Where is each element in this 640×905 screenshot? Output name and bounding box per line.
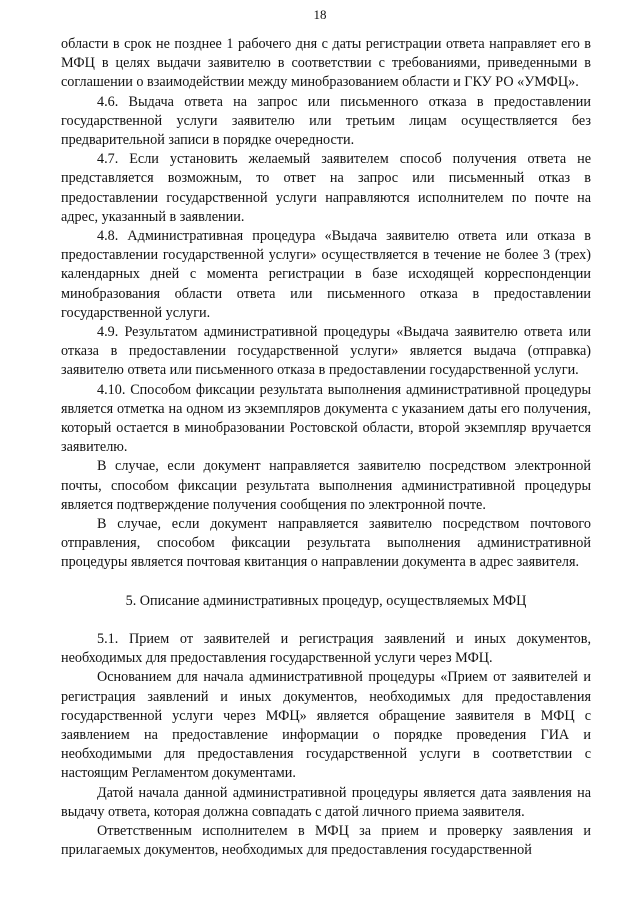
document-body (61, 35, 591, 860)
paragraphs-before-section (61, 35, 591, 573)
paragraph-4-6: 4.6. Выдача ответа на запрос или письменного отказа в предоставлении государственной услуги заявителю или третьим лицам осуществляется без предварительной записи в порядке очередности. (61, 93, 591, 149)
section-heading: 5. Описание административных процедур, осуществляемых МФЦ (125, 592, 527, 609)
paragraph-4-9: 4.9. Результатом административной процедуры «Выдача заявителю ответа или отказа в предоставлении государственной услуги» является выдача (отправка) заявителю ответа или письменного отказа в предоставлении государственной услуги. (61, 324, 591, 379)
paragraph-electronic: В случае, если документ направляется заявителю посредством электронной почты, способом фиксации результата выполнения административной процедуры является подтверждение получения сообщения по электронной почте. (61, 458, 591, 513)
paragraphs-after-section (61, 630, 591, 860)
paragraph-5-1: 5.1. Прием от заявителей и регистрация заявлений и иных документов, необходимых для предоставления государственной услуги через МФЦ. (61, 630, 591, 667)
paragraph-4-10: 4.10. Способом фиксации результата выполнения административной процедуры является отметка на одном из экземпляров документа с указанием даты его получения, который остается в минобразовании Ростовской области, второй экземпляр вручается заявителю. (61, 381, 591, 456)
paragraph-responsible: Ответственным исполнителем в МФЦ за прием и проверку заявления и прилагаемых документов, необходимых для предоставления государственной (61, 822, 591, 859)
paragraph-4-8: 4.8. Административная процедура «Выдача заявителю ответа или отказа в предоставлении государственной услуги» осуществляется в течение не более 3 (трех) календарных дней с момента регистрации в базе исходящей корреспонденции минобразования области ответа или письменного отказа в предоставлении государственной услуги. (61, 228, 591, 321)
paragraph-4-7: 4.7. Если установить желаемый заявителем способ получения ответа не представляется возможным, то ответ на запрос или письменный отказ в предоставлении государственной услуги направляются исполнителем по почте на адрес, указанный в заявлении. (61, 151, 591, 225)
paragraph-basis: Основанием для начала административной процедуры «Прием от заявителей и регистрация заявлений и иных документов, необходимых для предоставления государственной услуги через МФЦ» является обращение заявителя в МФЦ с заявлением на предоставление информации о порядке проведения ГИА и необходимыми для предоставления государственной услуги в соответствии с настоящим Регламентом документами. (61, 669, 591, 782)
paragraph-postal: В случае, если документ направляется заявителю посредством почтового отправления, способом фиксации результата выполнения административной процедуры является почтовая квитанция о направлении документа в адрес заявителя. (61, 516, 591, 571)
paragraph-continuation: области в срок не позднее 1 рабочего дня с даты регистрации ответа направляет его в МФЦ в целях выдачи заявителю в соответствии с требованиями, приведенными в соглашении о взаимодействии между минобразованием области и ГКУ РО «УМФЦ». (61, 36, 591, 91)
paragraph-start-date: Датой начала данной административной процедуры является дата заявления на выдачу ответа, которая должна совпадать с датой личного приема заявителя. (61, 784, 591, 820)
page-number: 18 (313, 7, 327, 22)
